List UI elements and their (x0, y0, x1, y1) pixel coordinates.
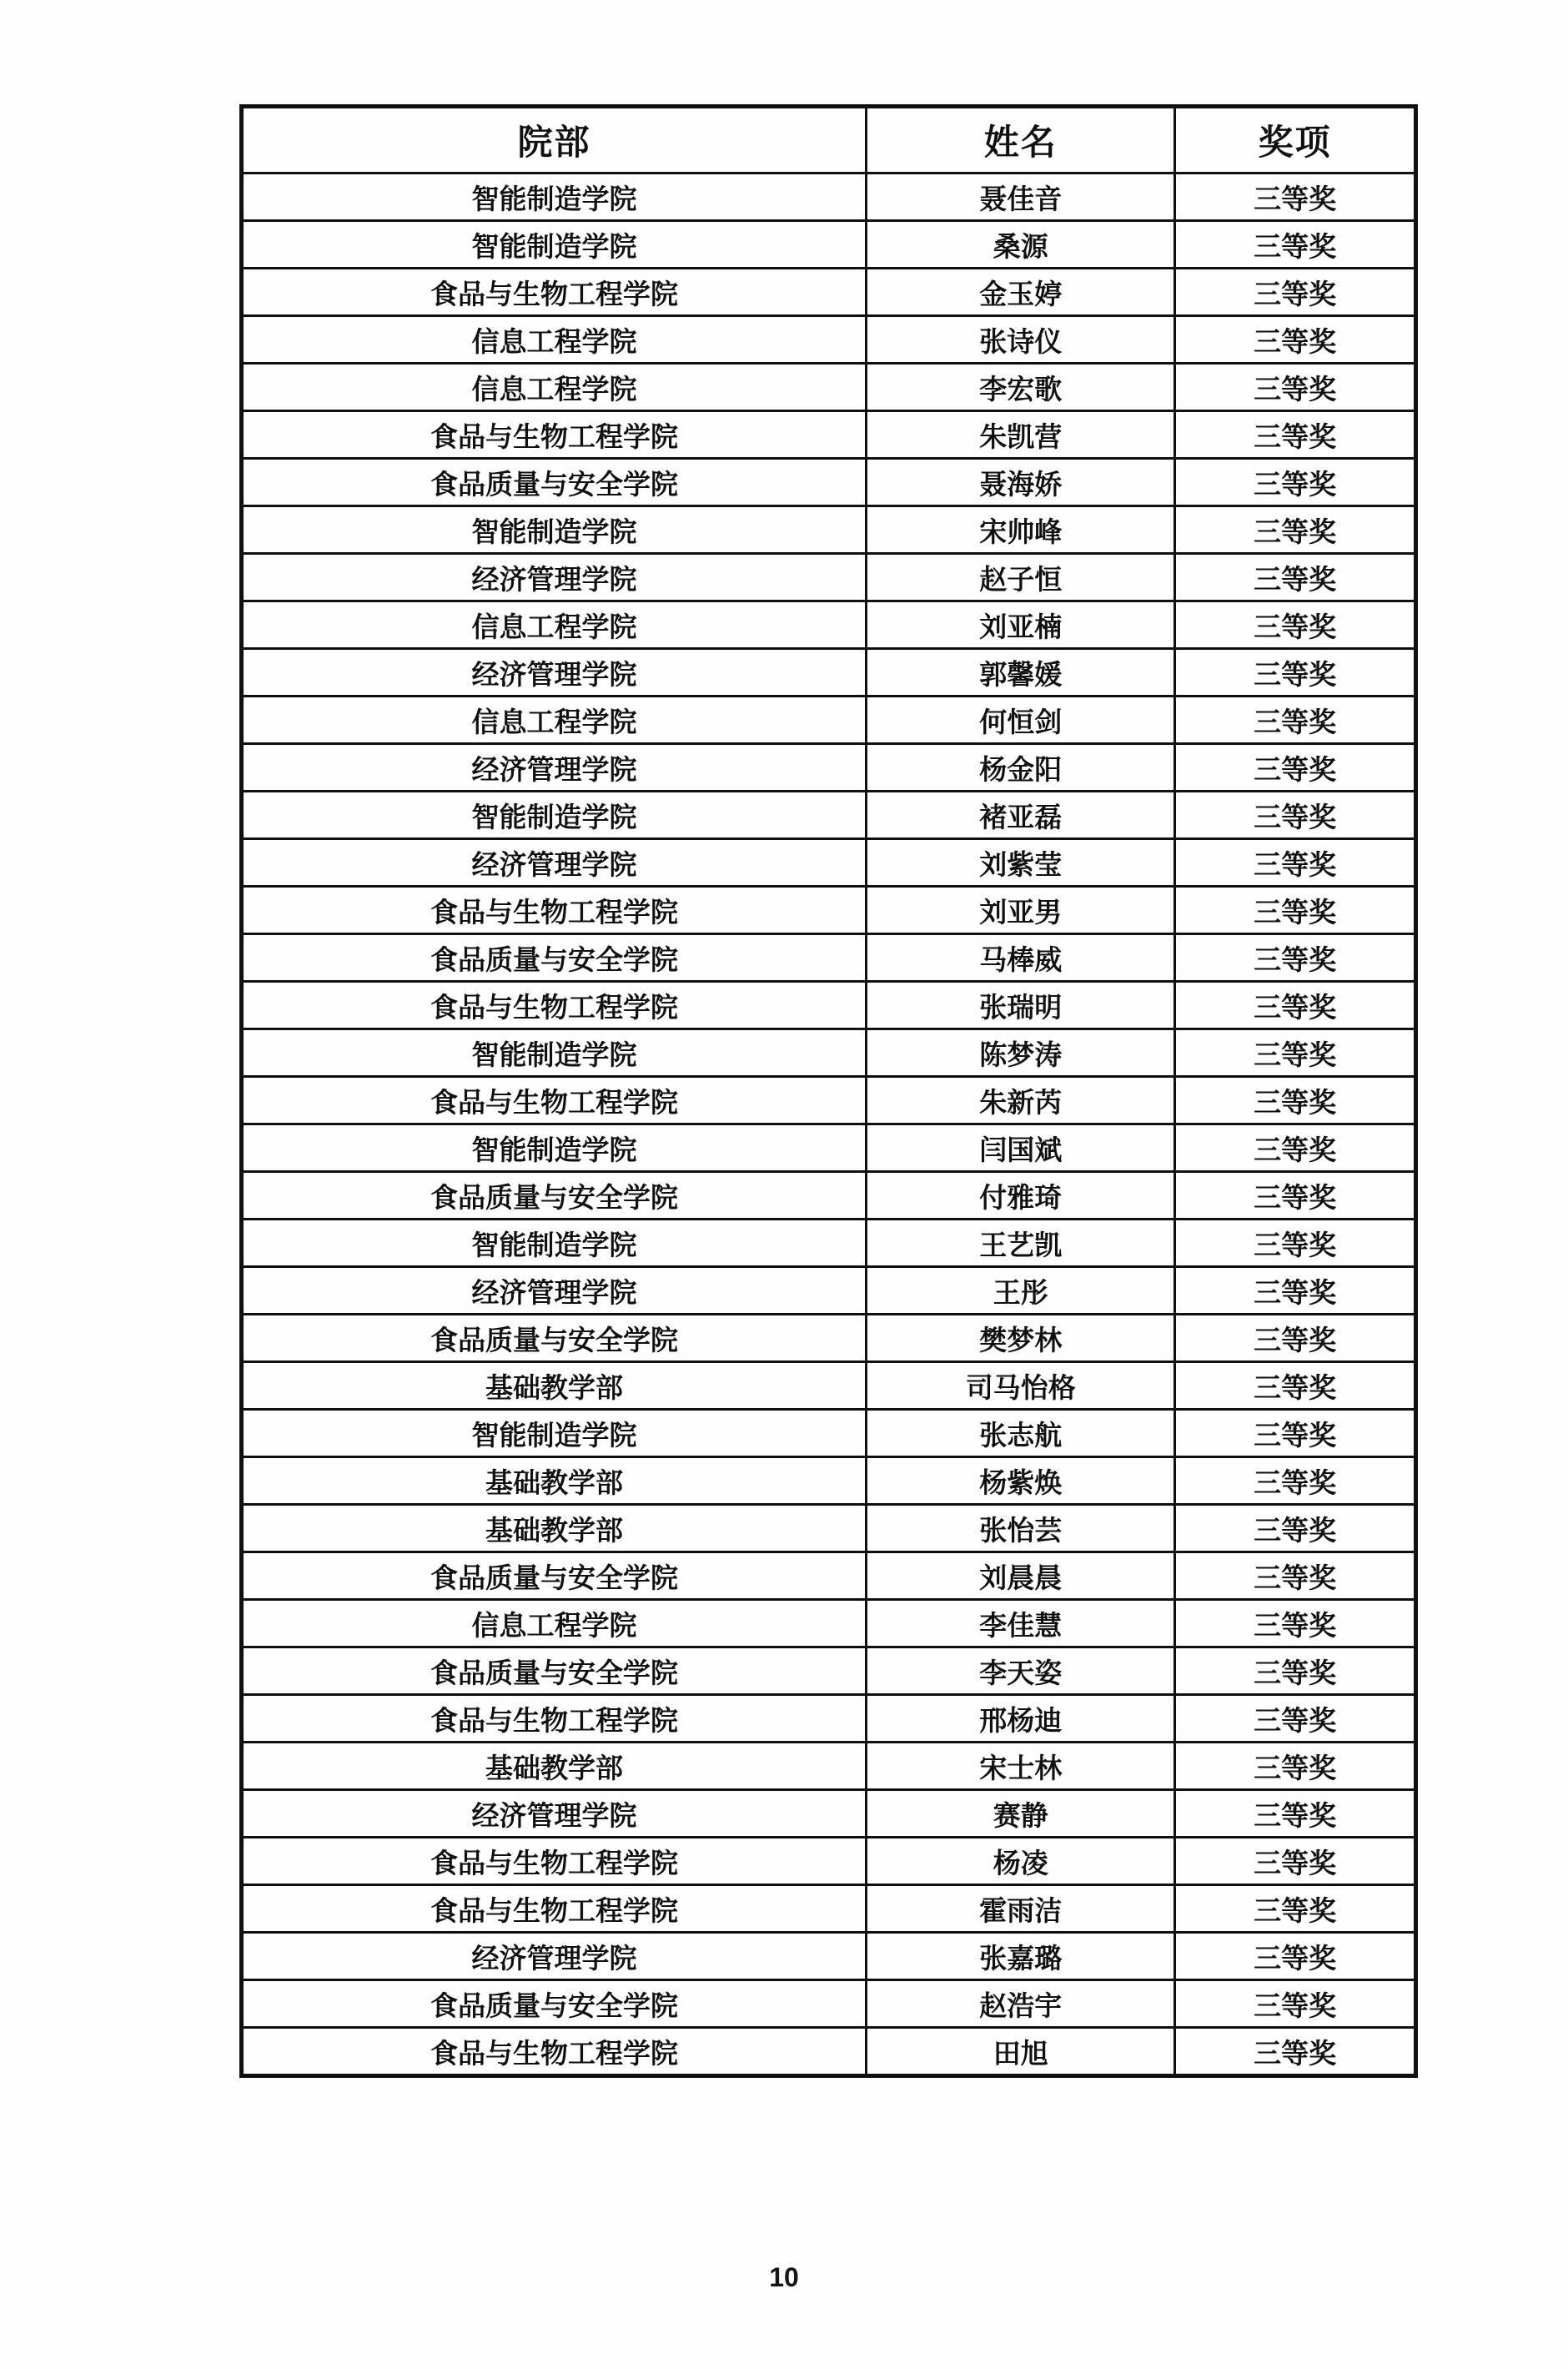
table-row (242, 1790, 1416, 1838)
cell-award: 三等奖 (1175, 554, 1416, 601)
cell-dept: 经济管理学院 (242, 1933, 867, 1980)
table-row (242, 1172, 1416, 1220)
table-row (242, 506, 1416, 554)
table-row (242, 174, 1416, 221)
table-row (242, 1315, 1416, 1362)
cell-dept: 食品质量与安全学院 (242, 1172, 867, 1220)
cell-award: 三等奖 (1175, 1124, 1416, 1172)
cell-name: 张瑞明 (867, 982, 1175, 1029)
cell-name: 赵浩宇 (867, 1980, 1175, 2028)
cell-name: 郭馨媛 (867, 649, 1175, 697)
cell-award: 三等奖 (1175, 601, 1416, 649)
cell-award: 三等奖 (1175, 269, 1416, 316)
cell-award: 三等奖 (1175, 792, 1416, 839)
cell-name: 王彤 (867, 1267, 1175, 1315)
cell-dept: 食品质量与安全学院 (242, 1647, 867, 1695)
cell-name: 樊梦林 (867, 1315, 1175, 1362)
cell-dept: 智能制造学院 (242, 792, 867, 839)
cell-dept: 基础教学部 (242, 1743, 867, 1790)
cell-name: 刘亚男 (867, 887, 1175, 934)
cell-award: 三等奖 (1175, 839, 1416, 887)
cell-dept: 食品与生物工程学院 (242, 2028, 867, 2076)
cell-name: 杨紫焕 (867, 1457, 1175, 1505)
cell-award: 三等奖 (1175, 2028, 1416, 2076)
cell-name: 李宏歌 (867, 364, 1175, 411)
page-number: 10 (769, 2262, 799, 2292)
cell-dept: 信息工程学院 (242, 364, 867, 411)
cell-dept: 食品与生物工程学院 (242, 982, 867, 1029)
cell-award: 三等奖 (1175, 364, 1416, 411)
cell-award: 三等奖 (1175, 316, 1416, 364)
cell-name: 刘亚楠 (867, 601, 1175, 649)
cell-name: 霍雨洁 (867, 1885, 1175, 1933)
cell-award: 三等奖 (1175, 459, 1416, 506)
cell-name: 李佳慧 (867, 1600, 1175, 1647)
table-row (242, 1743, 1416, 1790)
cell-dept: 食品质量与安全学院 (242, 459, 867, 506)
cell-name: 张诗仪 (867, 316, 1175, 364)
cell-dept: 食品质量与安全学院 (242, 1315, 867, 1362)
cell-dept: 信息工程学院 (242, 601, 867, 649)
cell-name: 朱凯营 (867, 411, 1175, 459)
cell-dept: 食品与生物工程学院 (242, 1077, 867, 1124)
cell-dept: 经济管理学院 (242, 744, 867, 792)
table-row (242, 1695, 1416, 1743)
cell-dept: 经济管理学院 (242, 1267, 867, 1315)
table-row (242, 411, 1416, 459)
cell-award: 三等奖 (1175, 1172, 1416, 1220)
cell-name: 赵子恒 (867, 554, 1175, 601)
cell-dept: 智能制造学院 (242, 1124, 867, 1172)
cell-award: 三等奖 (1175, 174, 1416, 221)
cell-name: 付雅琦 (867, 1172, 1175, 1220)
table-row (242, 1600, 1416, 1647)
cell-name: 张志航 (867, 1410, 1175, 1457)
cell-dept: 食品与生物工程学院 (242, 411, 867, 459)
cell-dept: 经济管理学院 (242, 649, 867, 697)
table-row (242, 601, 1416, 649)
table-row (242, 1552, 1416, 1600)
column-header-name: 姓名 (867, 107, 1175, 174)
table-row (242, 1077, 1416, 1124)
cell-award: 三等奖 (1175, 1552, 1416, 1600)
table-row (242, 1505, 1416, 1552)
cell-award: 三等奖 (1175, 1457, 1416, 1505)
cell-name: 宋帅峰 (867, 506, 1175, 554)
cell-award: 三等奖 (1175, 744, 1416, 792)
cell-award: 三等奖 (1175, 1029, 1416, 1077)
cell-award: 三等奖 (1175, 1077, 1416, 1124)
cell-dept: 智能制造学院 (242, 174, 867, 221)
cell-award: 三等奖 (1175, 1980, 1416, 2028)
cell-award: 三等奖 (1175, 1933, 1416, 1980)
cell-award: 三等奖 (1175, 506, 1416, 554)
cell-award: 三等奖 (1175, 1838, 1416, 1885)
cell-award: 三等奖 (1175, 1790, 1416, 1838)
column-header-dept: 院部 (242, 107, 867, 174)
table-row (242, 316, 1416, 364)
cell-dept: 食品质量与安全学院 (242, 934, 867, 982)
table-row (242, 459, 1416, 506)
table-row (242, 221, 1416, 269)
cell-award: 三等奖 (1175, 697, 1416, 744)
table-row (242, 1362, 1416, 1410)
cell-name: 闫国斌 (867, 1124, 1175, 1172)
table-row (242, 982, 1416, 1029)
cell-name: 聂佳音 (867, 174, 1175, 221)
table-header-row (242, 107, 1416, 174)
cell-award: 三等奖 (1175, 1362, 1416, 1410)
cell-dept: 信息工程学院 (242, 697, 867, 744)
table-row (242, 1885, 1416, 1933)
cell-award: 三等奖 (1175, 1647, 1416, 1695)
cell-dept: 食品与生物工程学院 (242, 887, 867, 934)
cell-award: 三等奖 (1175, 1410, 1416, 1457)
cell-award: 三等奖 (1175, 1505, 1416, 1552)
table-row (242, 554, 1416, 601)
table-row (242, 1980, 1416, 2028)
table-row (242, 744, 1416, 792)
cell-dept: 食品质量与安全学院 (242, 1552, 867, 1600)
cell-award: 三等奖 (1175, 887, 1416, 934)
cell-name: 杨凌 (867, 1838, 1175, 1885)
cell-name: 王艺凯 (867, 1220, 1175, 1267)
cell-award: 三等奖 (1175, 1267, 1416, 1315)
table-row (242, 2028, 1416, 2076)
cell-name: 桑源 (867, 221, 1175, 269)
cell-dept: 智能制造学院 (242, 506, 867, 554)
cell-award: 三等奖 (1175, 221, 1416, 269)
cell-name: 张怡芸 (867, 1505, 1175, 1552)
cell-dept: 食品质量与安全学院 (242, 1980, 867, 2028)
table-row (242, 887, 1416, 934)
cell-dept: 食品与生物工程学院 (242, 1885, 867, 1933)
cell-name: 朱新芮 (867, 1077, 1175, 1124)
table-row (242, 364, 1416, 411)
cell-name: 褚亚磊 (867, 792, 1175, 839)
cell-name: 邢杨迪 (867, 1695, 1175, 1743)
cell-dept: 智能制造学院 (242, 1410, 867, 1457)
cell-name: 张嘉璐 (867, 1933, 1175, 1980)
cell-name: 赛静 (867, 1790, 1175, 1838)
cell-name: 宋士林 (867, 1743, 1175, 1790)
table-row (242, 649, 1416, 697)
table-row (242, 934, 1416, 982)
cell-award: 三等奖 (1175, 934, 1416, 982)
cell-dept: 基础教学部 (242, 1505, 867, 1552)
cell-dept: 智能制造学院 (242, 221, 867, 269)
cell-name: 杨金阳 (867, 744, 1175, 792)
table-row (242, 1410, 1416, 1457)
table-body (242, 174, 1416, 2076)
cell-dept: 经济管理学院 (242, 839, 867, 887)
table-row (242, 1838, 1416, 1885)
cell-award: 三等奖 (1175, 982, 1416, 1029)
table-row (242, 697, 1416, 744)
table-row (242, 1029, 1416, 1077)
cell-award: 三等奖 (1175, 1220, 1416, 1267)
cell-dept: 食品与生物工程学院 (242, 1695, 867, 1743)
cell-name: 司马怡格 (867, 1362, 1175, 1410)
cell-award: 三等奖 (1175, 1600, 1416, 1647)
cell-dept: 基础教学部 (242, 1457, 867, 1505)
cell-dept: 基础教学部 (242, 1362, 867, 1410)
cell-dept: 信息工程学院 (242, 316, 867, 364)
table-row (242, 1267, 1416, 1315)
cell-dept: 经济管理学院 (242, 554, 867, 601)
cell-dept: 食品与生物工程学院 (242, 1838, 867, 1885)
cell-name: 田旭 (867, 2028, 1175, 2076)
table-row (242, 1220, 1416, 1267)
table-row (242, 1933, 1416, 1980)
cell-name: 李天姿 (867, 1647, 1175, 1695)
cell-name: 马棒威 (867, 934, 1175, 982)
cell-award: 三等奖 (1175, 649, 1416, 697)
table-row (242, 269, 1416, 316)
cell-dept: 经济管理学院 (242, 1790, 867, 1838)
cell-award: 三等奖 (1175, 411, 1416, 459)
cell-award: 三等奖 (1175, 1885, 1416, 1933)
table-row (242, 839, 1416, 887)
cell-award: 三等奖 (1175, 1695, 1416, 1743)
cell-dept: 信息工程学院 (242, 1600, 867, 1647)
cell-award: 三等奖 (1175, 1315, 1416, 1362)
table-row (242, 1124, 1416, 1172)
cell-dept: 智能制造学院 (242, 1220, 867, 1267)
table-row (242, 792, 1416, 839)
awards-table (239, 104, 1418, 2078)
cell-dept: 食品与生物工程学院 (242, 269, 867, 316)
cell-name: 陈梦涛 (867, 1029, 1175, 1077)
cell-name: 刘晨晨 (867, 1552, 1175, 1600)
column-header-award: 奖项 (1175, 107, 1416, 174)
cell-dept: 智能制造学院 (242, 1029, 867, 1077)
cell-award: 三等奖 (1175, 1743, 1416, 1790)
cell-name: 金玉婷 (867, 269, 1175, 316)
cell-name: 刘紫莹 (867, 839, 1175, 887)
cell-name: 何恒剑 (867, 697, 1175, 744)
cell-name: 聂海娇 (867, 459, 1175, 506)
table-row (242, 1457, 1416, 1505)
table-row (242, 1647, 1416, 1695)
